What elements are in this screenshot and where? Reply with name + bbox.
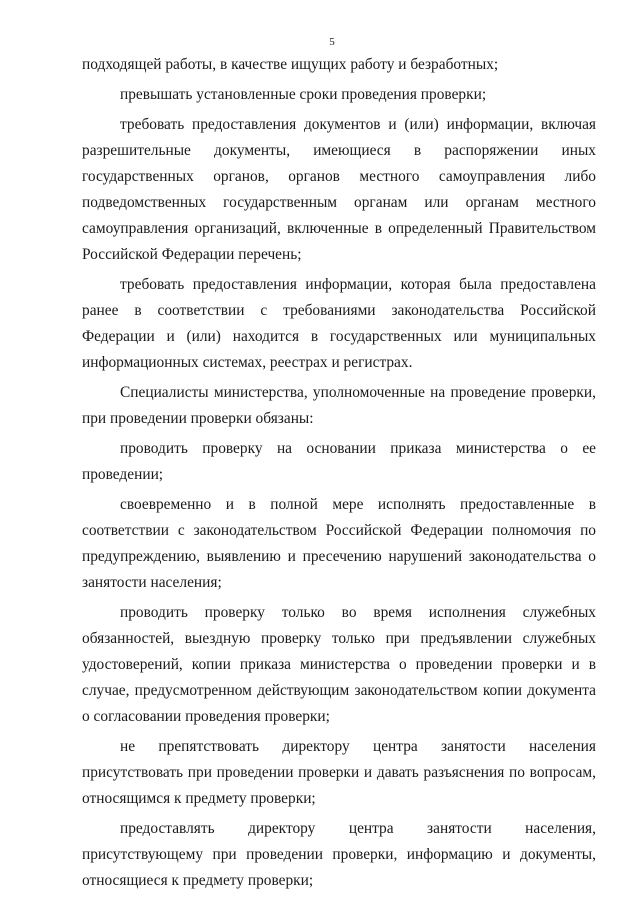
paragraph-6: проводить проверку на основании приказа министерства о ее проведении; [82, 440, 596, 483]
paragraph-10: предоставлять директору центра занятости населения, присутствующему при проведении проверки, информацию и документы, относящиеся к предмету проверки; [82, 820, 596, 889]
page-number: 5 [329, 36, 335, 48]
paragraph-9: не препятствовать директору центра занятости населения присутствовать при проведении проверки и давать разъяснения по вопросам, относящимся к предмету проверки; [82, 738, 596, 807]
paragraph-8: проводить проверку только во время исполнения служебных обязанностей, выездную проверку только при предъявлении служебных удостоверений, копии приказа министерства о проведении проверки и в случае, предусмотренном действующим законодательством копии документа о согласовании проведения проверки; [82, 604, 596, 725]
paragraph-4: требовать предоставления информации, которая была предоставлена ранее в соответствии с требованиями законодательства Российской Федерации и (или) находится в государственных или муниципальных информационных системах, реестрах и регистрах. [82, 276, 596, 371]
document-body [82, 52, 596, 894]
paragraph-2: превышать установленные сроки проведения проверки; [120, 86, 487, 103]
paragraph-5: Специалисты министерства, уполномоченные на проведение проверки, при проведении проверки обязаны: [82, 384, 596, 427]
paragraph-7: своевременно и в полной мере исполнять предоставленные в соответствии с законодательством Российской Федерации полномочия по предупреждению, выявлению и пресечению нарушений законодательства о занятости населения; [82, 496, 596, 591]
paragraph-3: требовать предоставления документов и (или) информации, включая разрешительные документы, имеющиеся в распоряжении иных государственных органов, органов местного самоуправления либо подведомственных государственным органам или органам местного самоуправления организаций, включенные в определенный Правительством Российской Федерации перечень; [82, 116, 596, 263]
paragraph-1: подходящей работы, в качестве ищущих работу и безработных; [82, 56, 499, 73]
